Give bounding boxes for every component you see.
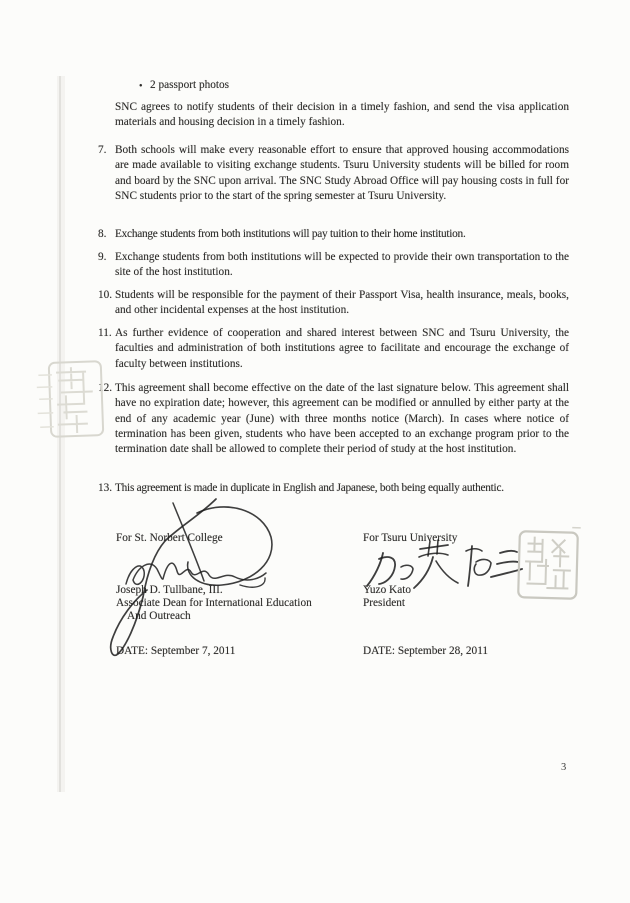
agreement-item-12 [98,381,569,457]
right-for-line: For Tsuru University [363,532,458,544]
item-number: 8. [98,228,107,240]
tullbane-signature [111,499,272,655]
left-signer-title1: Associate Dean for International Education [116,597,312,609]
bullet-text: 2 passport photos [150,79,230,91]
left-for-line: For St. Norbert College [116,532,223,544]
right-date-line: DATE: September 28, 2011 [363,645,489,657]
agreement-item-9 [98,250,569,281]
bullet-marker: • [139,81,143,92]
item-number: 13. [98,482,113,494]
item-text: As further evidence of cooperation and shared interest between SNC and Tsuru University, the faculties and administration of both institutions agree to facilitate and encourage the exchange of faculty between institutions. [115,327,569,370]
right-signer-title1: President [363,597,406,609]
agreement-item-7 [98,143,569,204]
item-number: 9. [98,251,107,263]
left-signer-name: Joseph D. Tullbane, III. [116,584,223,596]
intro-paragraph: SNC agrees to notify students of their decision in a timely fashion, and send the visa application materials and housing decision in a timely fashion. [115,101,569,129]
hanko-stamp-icon [518,526,580,599]
scan-edge-line [59,76,61,792]
agreement-item-8 [98,227,569,242]
embossed-seal-icon [37,361,104,437]
agreement-item-10 [98,288,569,319]
item-number: 10. [98,289,113,301]
kato-signature [367,540,522,588]
agreement-item-13 [98,481,569,496]
item-number: 12. [98,382,113,394]
page-number: 3 [561,762,567,773]
bullet-item [139,78,229,94]
item-text: Exchange students from both institutions will be expected to provide their own transportation to the site of the host institution. [115,251,569,279]
agreement-item-11 [98,326,569,372]
item-text: Both schools will make every reasonable effort to ensure that approved housing accommodations are made available to visiting exchange students. Tsuru University students will be billed for room and board by the SNC upon arrival. The SNC Study Abroad Office will pay housing costs in full for SNC students prior to the start of the spring semester at Tsuru University. [115,144,569,202]
item-text: This agreement is made in duplicate in English and Japanese, both being equally authentic. [115,482,504,494]
item-number: 11. [98,327,112,339]
left-signer-title2: And Outreach [127,610,191,622]
right-signer-name: Yuzo Kato [363,584,412,596]
item-number: 7. [98,144,107,156]
item-text: This agreement shall become effective on the date of the last signature below. This agreement shall have no expiration date; however, this agreement can be modified or annulled by either party at the end of any academic year (June) with three months notice (March). In cases where notice of termination has been given, students who have been accepted to an exchange program prior to the termination date shall be allowed to complete their period of study at the host institution. [115,382,569,456]
item-text: Exchange students from both institutions will pay tuition to their home institution. [115,228,466,240]
left-date-line: DATE: September 7, 2011 [116,645,236,657]
item-text: Students will be responsible for the payment of their Passport Visa, health insurance, meals, books, and other incidental expenses at the host institution. [115,289,569,317]
